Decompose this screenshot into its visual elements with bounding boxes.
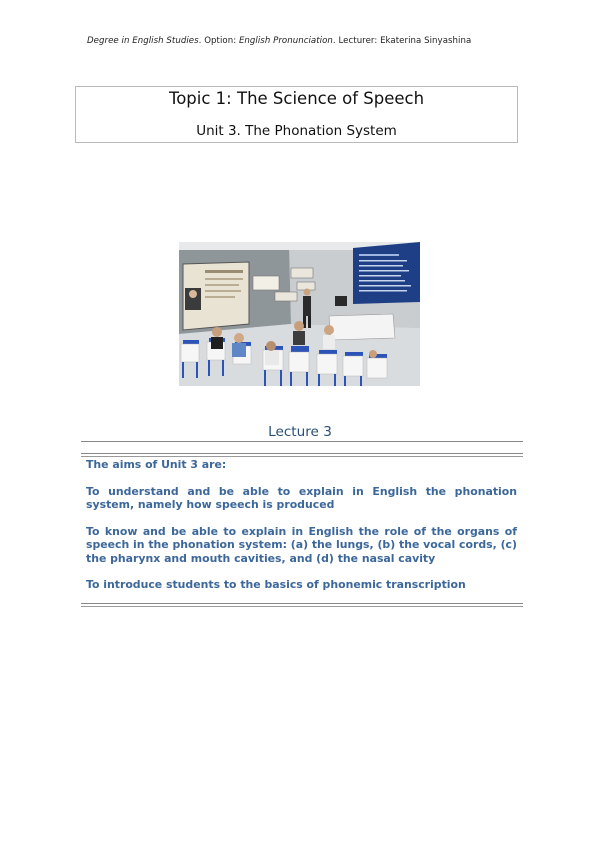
header-option: English Pronunciation: [238, 36, 333, 46]
aims-top-rule: [81, 453, 523, 457]
topic-title: Topic 1: The Science of Speech: [168, 89, 425, 108]
header-lecturer: . Lecturer: Ekaterina Sinyashina: [332, 36, 472, 46]
lecture-heading: Lecture 3: [268, 424, 332, 440]
rule-under-lecture: [81, 441, 523, 442]
virtual-classroom-image: [179, 242, 420, 386]
header-course: Degree in English Studies: [87, 36, 199, 46]
unit-title: Unit 3. The Phonation System: [196, 123, 397, 139]
page-header: [87, 36, 557, 46]
aims-heading: The aims of Unit 3 are:: [86, 458, 227, 471]
aims-bottom-rule: [81, 603, 523, 607]
classroom-illustration: [179, 242, 420, 386]
title-box: [75, 86, 518, 143]
aim-item: To understand and be able to explain in English the phonation system, namely how speech is produced: [86, 484, 517, 511]
header-separator: . Option:: [198, 36, 239, 46]
aim-item: To know and be able to explain in English the role of the organs of speech in the phonation system: (a) the lungs, (b) the vocal cords, (c) the pharynx and mouth cavities, and (d) the nasal cavity: [86, 524, 517, 565]
aims-section: [86, 458, 517, 592]
aim-item: To introduce students to the basics of phonemic transcription: [86, 578, 466, 591]
